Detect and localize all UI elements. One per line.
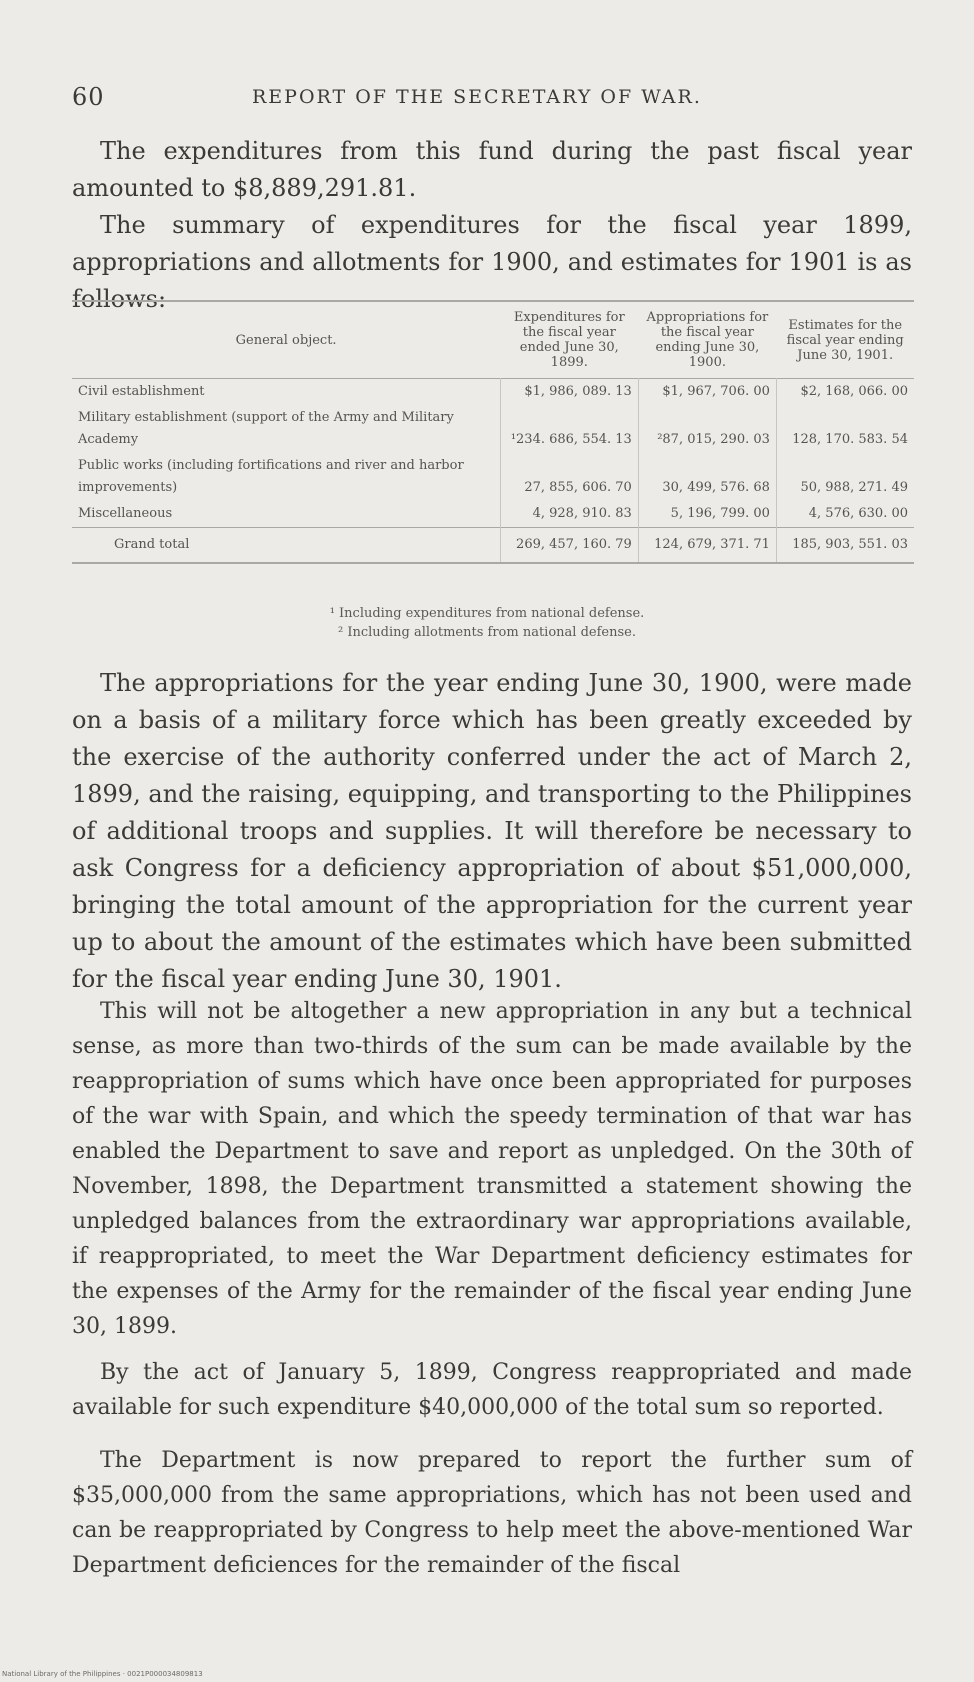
running-title: REPORT OF THE SECRETARY OF WAR.	[252, 86, 702, 108]
row-label: Miscellaneous	[78, 506, 173, 521]
cell-value: ¹234. 686, 554. 13	[500, 405, 638, 453]
row-label: Civil establishment	[78, 384, 205, 399]
cell-value: 27, 855, 606. 70	[500, 453, 638, 501]
column-header-estimates-1901: Estimates for the fiscal year ending June 30, 1901.	[786, 317, 904, 363]
row-label: Public works (including fortifications and river and harbor improvements)	[78, 458, 464, 495]
cell-value: 50, 988, 271. 49	[776, 453, 914, 501]
cell-value: 30, 499, 576. 68	[638, 453, 776, 501]
cell-value: 269, 457, 160. 79	[500, 528, 638, 564]
table-row	[72, 453, 914, 501]
cell-value: $1, 967, 706. 00	[638, 379, 776, 406]
footnote: ¹ Including expenditures from national defense.	[329, 606, 645, 621]
cell-value: 185, 903, 551. 03	[776, 528, 914, 564]
footnote: ² Including allotments from national defense.	[338, 625, 636, 640]
body-paragraph-2: This will not be altogether a new appropriation in any but a technical sense, as more than two-thirds of the sum can be made available by the reappropriation of sums which have once been appropriated for purposes of the war with Spain, and which the speedy termination of that war has enabled the Department to save and report as unpledged. On the 30th of November, 1898, the Department transmitted a statement showing the unpledged balances from the extraordinary war appropriations available, if reappropriated, to meet the War Department deficiency estimates for the expenses of the Army for the remainder of the fiscal year ending June 30, 1899.	[72, 999, 912, 1339]
body-paragraph-4: The Department is now prepared to report the further sum of $35,000,000 from the same appropriations, which has not been used and can be reappropriated by Congress to help meet the above-mentioned War Department deficiences for the remainder of the fiscal	[72, 1448, 912, 1578]
summary-table	[72, 300, 914, 564]
table-row	[72, 379, 914, 406]
column-header-expenditures-1899: Expenditures for the fiscal year ended June 30, 1899.	[513, 310, 625, 370]
cell-value: 4, 928, 910. 83	[500, 501, 638, 528]
intro-paragraph-1: The expenditures from this fund during the past fiscal year amounted to $8,889,291.81.	[72, 137, 912, 202]
page-header	[72, 83, 914, 113]
column-header-appropriations-1900: Appropriations for the fiscal year ending June 30, 1900.	[646, 310, 769, 370]
cell-value: $2, 168, 066. 00	[776, 379, 914, 406]
page-number: 60	[72, 83, 105, 111]
intro-paragraph-2: The summary of expenditures for the fiscal year 1899, appropriations and allotments for 1900, and estimates for 1901 is as follows:	[72, 211, 912, 313]
table-total-row	[72, 528, 914, 564]
body-paragraph-1: The appropriations for the year ending June 30, 1900, were made on a basis of a military force which has been greatly exceeded by the exercise of the authority conferred under the act of March 2, 1899, and the raising, equipping, and transporting to the Philippines of additional troops and supplies. It will therefore be necessary to ask Congress for a deficiency appropriation of about $51,000,000, bringing the total amount of the appropriation for the current year up to about the amount of the estimates which have been submitted for the fiscal year ending June 30, 1901.	[72, 669, 912, 993]
body-paragraph-3: By the act of January 5, 1899, Congress reappropriated and made available for such expenditure $40,000,000 of the total sum so reported.	[72, 1360, 912, 1420]
row-label: Military establishment (support of the Army and Military Academy	[78, 410, 454, 447]
table-header-row	[72, 301, 914, 379]
table-row	[72, 405, 914, 453]
cell-value: 124, 679, 371. 71	[638, 528, 776, 564]
cell-value: 128, 170. 583. 54	[776, 405, 914, 453]
scan-credit: National Library of the Philippines · 0021P000034809813	[2, 1670, 203, 1678]
table-footnotes	[0, 604, 974, 642]
cell-value: ²87, 015, 290. 03	[638, 405, 776, 453]
row-label: Grand total	[114, 537, 190, 552]
cell-value: 5, 196, 799. 00	[638, 501, 776, 528]
column-header-general-object: General object.	[235, 332, 337, 348]
cell-value: $1, 986, 089. 13	[500, 379, 638, 406]
cell-value: 4, 576, 630. 00	[776, 501, 914, 528]
table-row	[72, 501, 914, 528]
